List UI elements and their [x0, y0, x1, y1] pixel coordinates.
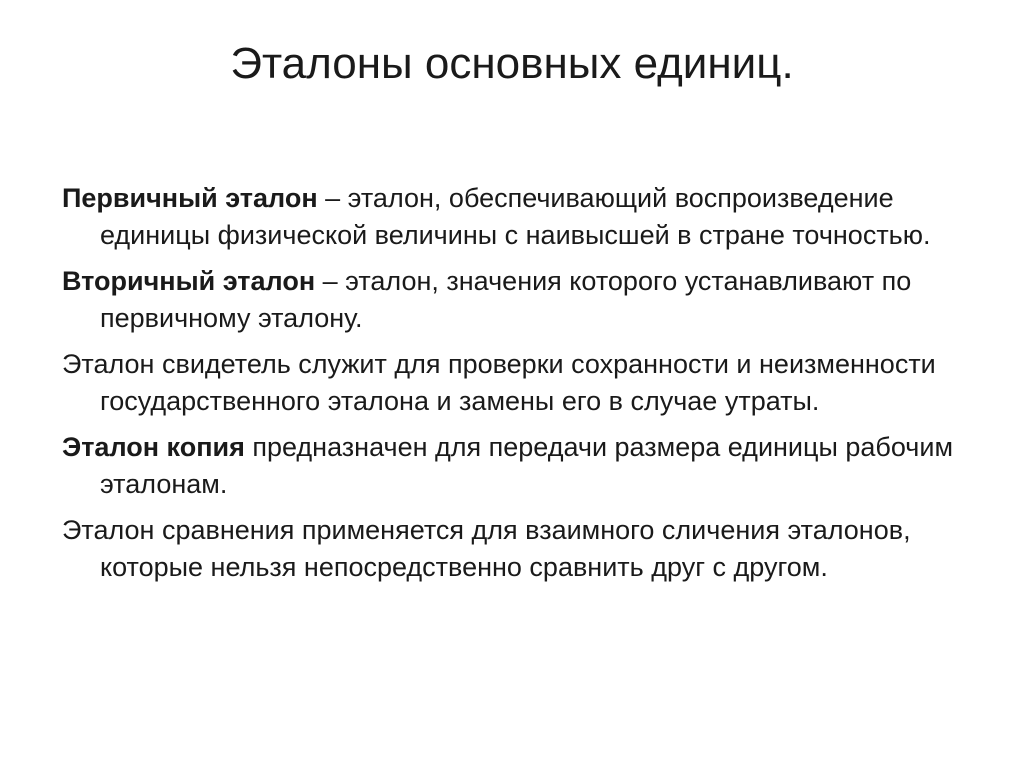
paragraph-copy-standard	[62, 429, 982, 503]
definition-copy-standard: предназначен для передачи размера единицы рабочим эталонам.	[100, 432, 954, 499]
paragraph-primary-standard	[62, 180, 982, 254]
term-secondary-standard: Вторичный эталон	[62, 266, 316, 296]
paragraph-comparison-standard	[62, 512, 982, 586]
paragraph-secondary-standard	[62, 263, 982, 337]
slide-title: Эталоны основных единиц.	[230, 39, 794, 88]
definition-witness-standard: Эталон свидетель служит для проверки сохранности и неизменности государственного эталона и замены его в случае утраты.	[62, 349, 936, 416]
term-primary-standard: Первичный эталон	[62, 183, 318, 213]
paragraph-witness-standard	[62, 346, 982, 420]
definition-primary-standard: – эталон, обеспечивающий воспроизведение единицы физической величины с наивысшей в стране точностью.	[100, 183, 931, 250]
slide-content	[62, 180, 982, 595]
definition-secondary-standard: – эталон, значения которого устанавливают по первичному эталону.	[100, 266, 912, 333]
term-copy-standard: Эталон копия	[62, 432, 245, 462]
definition-comparison-standard: Эталон сравнения применяется для взаимного сличения эталонов, которые нельзя непосредственно сравнить друг с другом.	[62, 515, 911, 582]
